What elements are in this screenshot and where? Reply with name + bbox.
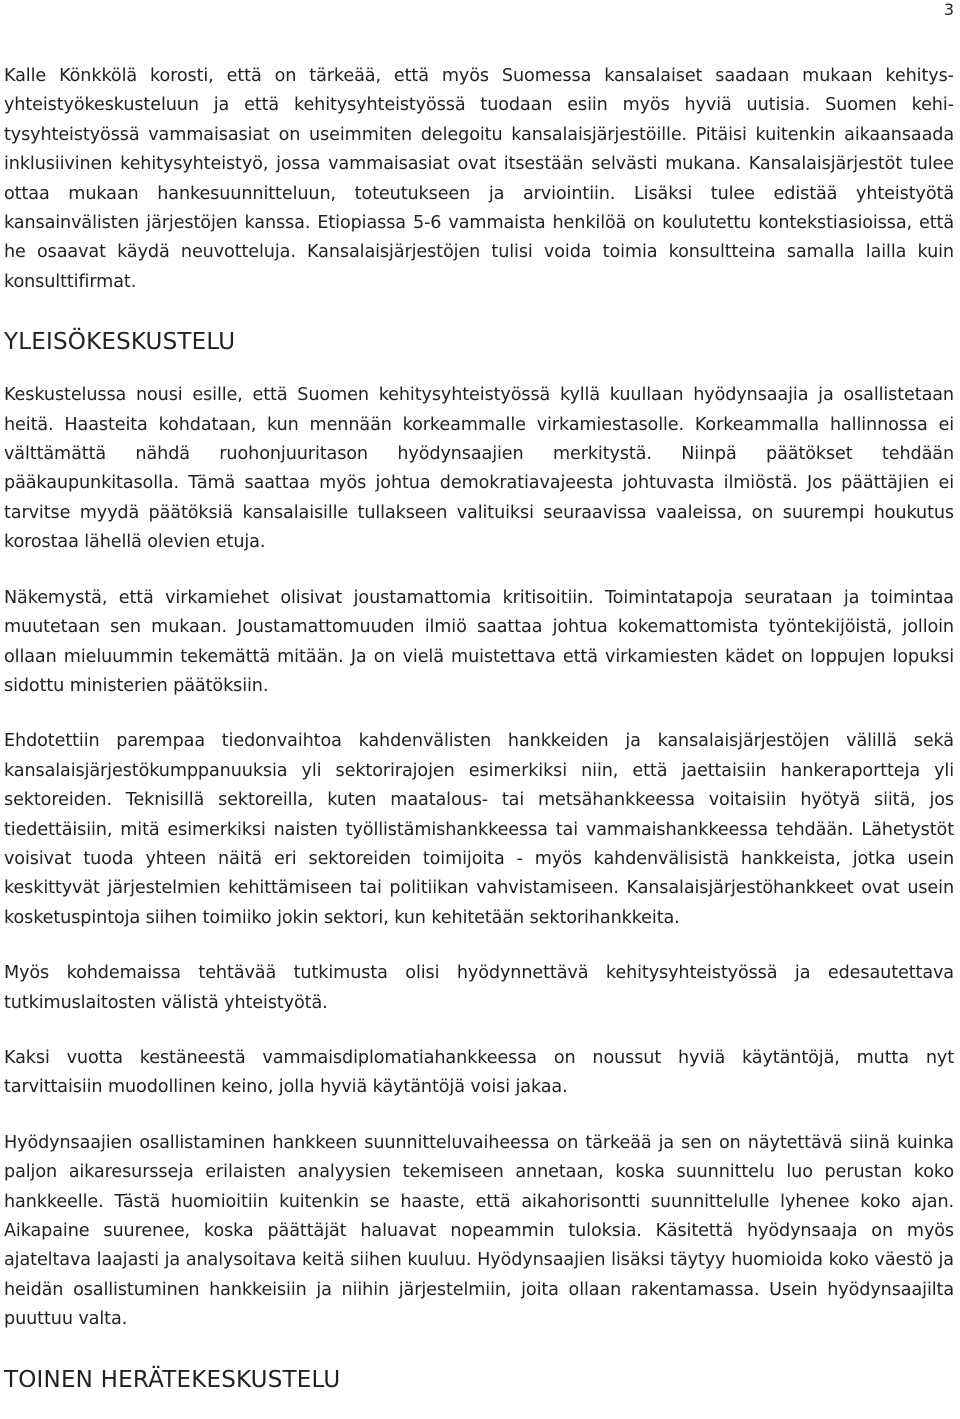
section-heading-yleisokeskustelu: YLEISÖKESKUSTELU xyxy=(4,329,236,356)
paragraph-discussion-2: Näkemystä, että virkamiehet olisivat joustamattomia kritisoitiin. Toimintatapoja seurataan ja toimintaa muutetaan sen mukaan. Joustamattomuuden ilmiö saattaa johtua kokemattomista työntekijöistä, jolloin ollaan mieluummin tekemättä mitään. Ja on vielä muistettava että virkamiesten kädet on loppujen lopuksi sidottu ministerien päätöksiin. xyxy=(4,587,954,696)
document-body xyxy=(4,62,954,1419)
paragraph-discussion-6: Hyödynsaajien osallistaminen hankkeen suunnitteluvaiheessa on tärkeää ja sen on näytettävä siinä kuinka paljon aikaresursseja erilaisten analyysien tekemiseen annetaan, koska suunnittelu luo perustan koko hankkeelle. Tästä huomioitiin kuitenkin se haaste, että aikahorisontti suunnittelulle lyhenee koko ajan. Aikapaine suurenee, koska päättäjät haluavat nopeammin tuloksia. Käsitettä hyödynsaaja on myös ajateltava laajasti ja analysoitava keitä siihen kuuluu. Hyödynsaajien lisäksi täytyy huomioida koko väestö ja heidän osallistuminen hankkeisiin ja niihin järjestelmiin, joita ollaan rakentamassa. Usein hyödynsaajilta puuttuu valta. xyxy=(4,1132,954,1330)
paragraph-discussion-5: Kaksi vuotta kestäneestä vammaisdiplomatiahankkeessa on noussut hyviä käytäntöjä, mutta nyt tarvittaisiin muodollinen keino, jolla hyviä käytäntöjä voisi jakaa. xyxy=(4,1047,954,1098)
paragraph-intro: Kalle Könkkölä korosti, että on tärkeää, että myös Suomessa kansalaiset saadaan mukaan kehitysyhteistyökeskusteluun ja että kehitysyhteistyössä tuodaan esiin myös hyviä uutisia. Suomen kehitysyhteistyössä vammaisasiat on useimmiten delegoitu kansalaisjärjestöille. Pitäisi kuitenkin aikaansaada inklusiivinen kehitysyhteistyö, jossa vammaisasiat ovat itsestään selvästi mukana. Kansalaisjärjestöt tulee ottaa mukaan hankesuunnitteluun, toteutukseen ja arviointiin. Lisäksi tulee edistää yhteistyötä kansainvälisten järjestöjen kanssa. Etiopiassa 5-6 vammaista henkilöä on koulutettu kontekstiasioissa, että he osaavat käydä neuvotteluja. Kansalaisjärjestöjen tulisi voida toimia konsultteina samalla lailla kuin konsulttifirmat. xyxy=(4,66,954,292)
section-heading-toinen-heratekeskustelu: TOINEN HERÄTEKESKUSTELU xyxy=(4,1366,341,1393)
page-number: 3 xyxy=(943,0,954,19)
paragraph-discussion-4: Myös kohdemaissa tehtävää tutkimusta olisi hyödynnettävä kehitysyhteistyössä ja edesautettava tutkimuslaitosten välistä yhteistyötä. xyxy=(4,963,954,1013)
paragraph-discussion-1: Keskustelussa nousi esille, että Suomen kehitysyhteistyössä kyllä kuullaan hyödynsaajia ja osallistetaan heitä. Haasteita kohdataan, kun mennään korkeammalle virkamiestasolle. Korkeammalla hallinnossa ei välttämättä nähdä ruohonjuuritason hyödynsaajien merkitystä. Niinpä päätökset tehdään pääkaupunkitasolla. Tämä saattaa myös johtua demokratiavajeesta johtuvasta ilmiöstä. Jos päättäjien ei tarvitse myydä päätöksiä kansalaisille tullakseen valituiksi seuraavissa vaaleissa, on suurempi houkutus korostaa lähellä olevien etuja. xyxy=(4,385,954,553)
paragraph-discussion-3: Ehdotettiin parempaa tiedonvaihtoa kahdenvälisten hankkeiden ja kansalaisjärjestöjen välillä sekä kansalaisjärjestökumppanuuksia yli sektorirajojen esimerkiksi niin, että jaettaisiin hankeraportteja yli sektoreiden. Teknisillä sektoreilla, kuten maatalous- tai metsähankkeessa voitaisiin hyötyä siitä, jos tiedettäisiin, mitä esimerkiksi naisten työllistämishankkeessa tai vammaishankkeessa tehdään. Lähetystöt voisivat tuoda yhteen näitä eri sektoreiden toimijoita - myös kahdenvälisistä hankkeista, jotka usein keskittyvät järjestelmien kehittämiseen tai politiikan vahvistamiseen. Kansalaisjärjestöhankkeet ovat usein kosketuspintoja siihen toimiiko jokin sektori, kun kehitetään sektorihankkeita. xyxy=(4,731,954,928)
